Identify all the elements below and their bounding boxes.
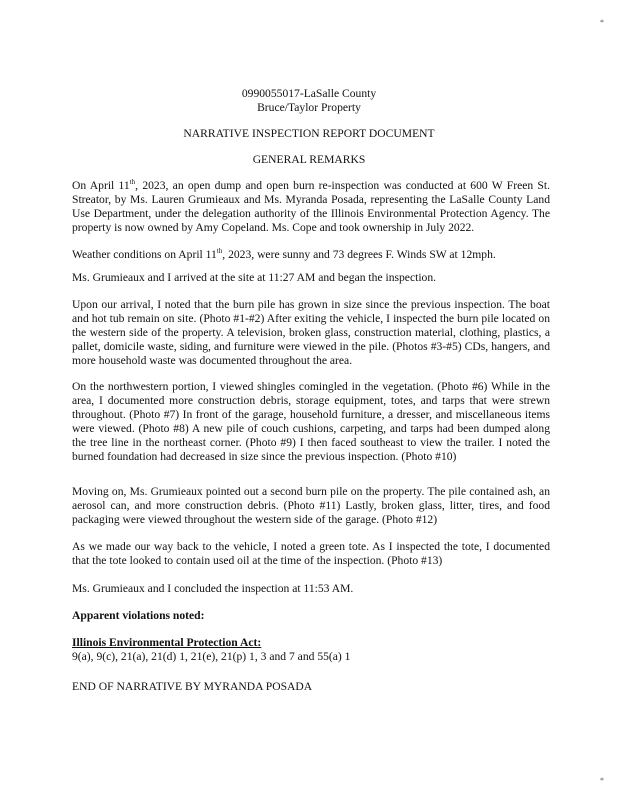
paragraph-weather (72, 248, 550, 262)
intro-ordinal-suffix: th (129, 178, 136, 187)
end-of-narrative: END OF NARRATIVE BY MYRANDA POSADA (72, 680, 313, 693)
paragraph-conclusion: Ms. Grumieaux and I concluded the inspection at 11:53 AM. (72, 582, 354, 595)
property-line: Bruce/Taylor Property (257, 101, 361, 114)
paragraph-green-tote: As we made our way back to the vehicle, I noted a green tote. As I inspected the tote, I documented that the tote looked to contain used oil at the time of the inspection. (Photo #13) (72, 540, 550, 568)
violations-heading: Apparent violations noted: (72, 609, 205, 622)
intro-text-start: On April 11 (72, 179, 130, 192)
weather-ordinal-suffix: th (216, 247, 223, 256)
paragraph-intro (72, 179, 550, 235)
paragraph-burn-pile: Upon our arrival, I noted that the burn pile has grown in size since the previous inspection. The boat and hot tub remain on site. (Photo #1-#2) After exiting the vehicle, I inspected the burn pile located on the western side of the property. A television, broken glass, construction material, clothing, plastics, a pallet, domicile waste, siding, and furniture were viewed in the pile. (Photos #3-#5) CDs, hangers, and more household waste was documented throughout the area. (72, 298, 550, 368)
paragraph-second-pile: Moving on, Ms. Grumieaux pointed out a second burn pile on the property. The pile contained ash, an aerosol can, and more construction debris. (Photo #11) Lastly, broken glass, litter, tires, and food packaging were viewed throughout the western side of the garage. (Photo #12) (72, 485, 550, 527)
paragraph-arrival: Ms. Grumieaux and I arrived at the site at 11:27 AM and began the inspection. (72, 271, 437, 284)
document-title: NARRATIVE INSPECTION REPORT DOCUMENT (183, 127, 435, 140)
weather-text-start: Weather conditions on April 11 (72, 248, 217, 261)
section-title: GENERAL REMARKS (252, 153, 366, 166)
weather-text-rest: , 2023, were sunny and 73 degrees F. Winds SW at 12mph. (222, 248, 496, 261)
paragraph-northwest: On the northwestern portion, I viewed shingles comingled in the vegetation. (Photo #6) While in the area, I documented more construction debris, storage equipment, totes, and tarps that were strewn throughout. (Photo #7) In front of the garage, household furniture, a dresser, and miscellaneous items were viewed. (Photo #8) A new pile of couch cushions, carpeting, and tarps had been dumped along the tree line in the northeast corner. (Photo #9) I then faced southeast to view the trailer. I noted the burned foundation had decreased in size since the previous inspection. (Photo #10) (72, 380, 550, 464)
intro-text-rest: , 2023, an open dump and open burn re-inspection was conducted at 600 W Freen St. Streator, by Ms. Lauren Grumieaux and Ms. Myranda Posada, representing the LaSalle County Land Use Department, under the delegation authority of the Illinois Environmental Protection Agency. The property is now owned by Amy Copeland. Ms. Cope and took ownership in July 2022. (72, 179, 550, 235)
margin-mark-top: * (600, 18, 604, 27)
case-number-line: 0990055017-LaSalle County (241, 87, 377, 100)
violations-act-title: Illinois Environmental Protection Act: (72, 636, 262, 649)
margin-mark-bottom: * (600, 776, 604, 785)
violations-sections: 9(a), 9(c), 21(a), 21(d) 1, 21(e), 21(p) 1, 3 and 7 and 55(a) 1 (72, 650, 351, 663)
